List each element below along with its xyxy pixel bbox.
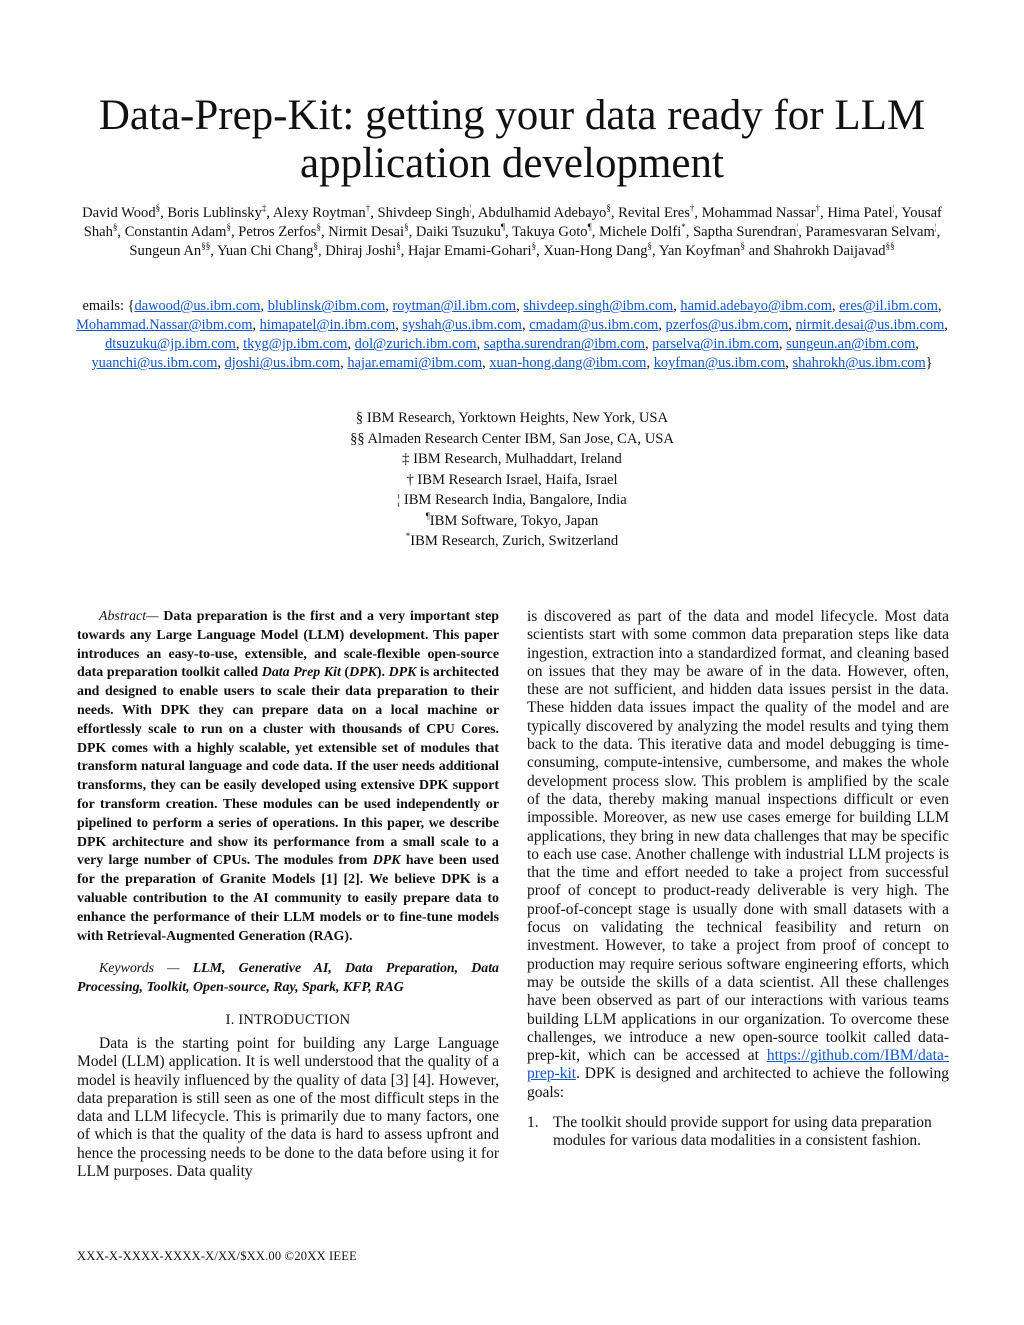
author-name: Abdulhamid Adebayo§ [477, 203, 611, 221]
author-affiliation-mark: † [815, 203, 821, 214]
authors-and: and [744, 243, 774, 259]
email-link[interactable]: dtsuzuku@jp.ibm.com [105, 336, 236, 352]
author-affiliation-mark: * [681, 222, 686, 233]
email-link[interactable]: yuanchi@us.ibm.com [91, 355, 218, 371]
email-link[interactable]: himapatel@in.ibm.com [259, 317, 396, 333]
author-name: Petros Zerfos§ [238, 222, 321, 240]
email-link[interactable]: shahrokh@us.ibm.com [792, 355, 926, 371]
author-affiliation-mark: ¦ [469, 203, 472, 214]
author-name: Yuan Chi Chang§ [216, 241, 318, 259]
right-column [527, 608, 949, 1151]
author-affiliation-mark: §§ [201, 241, 211, 252]
author-affiliation-mark: ¦ [934, 222, 937, 233]
email-link[interactable]: dol@zurich.ibm.com [354, 336, 477, 352]
affiliation-mark: §§ [350, 430, 365, 447]
affiliation-text: IBM Research India, Bangalore, India [400, 492, 627, 508]
author-name: Hajar Emami-Gohari§ [407, 241, 537, 259]
affiliation-line [212, 531, 812, 552]
affiliation-mark: ‡ [402, 451, 410, 467]
author-affiliation-mark: §§ [885, 241, 895, 252]
author-name: Sungeun An§§ [129, 241, 211, 259]
paper-title: Data-Prep-Kit: getting your data ready for LLM application development [98, 92, 926, 187]
author-name: Yan Koyfman§ [658, 241, 745, 259]
affiliation-text: IBM Research Israel, Haifa, Israel [413, 471, 618, 488]
email-link[interactable]: dawood@us.ibm.com [134, 298, 261, 314]
goal-text: The toolkit should provide support for using data preparation modules for various data modalities in a consistent fashion. [553, 1114, 932, 1150]
email-link[interactable]: djoshi@us.ibm.com [224, 355, 341, 371]
email-link[interactable]: hamid.adebayo@ibm.com [680, 298, 832, 314]
author-name: Hima Patel¦ [827, 203, 895, 221]
author-name: Xuan-Hong Dang§ [543, 241, 653, 259]
email-link[interactable]: syshah@us.ibm.com [402, 317, 522, 333]
author-affiliation-mark: § [313, 241, 318, 252]
author-affiliation-mark: ¦ [892, 203, 895, 214]
affiliation-text: IBM Research, Mulhaddart, Ireland [409, 451, 622, 467]
author-name: Takuya Goto¶ [512, 222, 592, 240]
intro-paragraph-right: is discovered as part of the data and model lifecycle. Most data scientists start with some common data preparation steps like data ingestion, extraction into a standardized format, and cleaning based on issues that they may be aware of in the data. However, often, these are not sufficient, and hidden data issues persist in the data. These hidden data issues impact the quality of the model and are typically discovered by analyzing the model results and tying them back to the data. This iterative data and model debugging is time-consuming, compute-intensive, cumbersome, and makes the whole development process slow. This problem is amplified by the scale of the data, thereby making manual inspections difficult or even impossible. Moreover, as new use cases emerge for building LLM applications, they bring in new data challenges that may be specific to each use case. Another challenge with industrial LLM projects is that the time and effort needed to take a project from successful proof of concept to product-ready deliverable is very high. The proof-of-concept stage is usually done with small datasets with a focus on validating the technical feasibility and return on investment. However, to take a project from proof of concept to production may require serious software engineering efforts, which may be outside the skills of a data scientist. All these challenges have been observed as part of our interactions with various teams building LLM applications in our organization. To overcome these challenges, we introduce a new open-source toolkit called data-prep-kit, which can be accessed at https://github.com/IBM/data-prep-kit. DPK is designed and architected to achieve the following goals: [527, 608, 949, 1101]
author-affiliation-mark: † [365, 203, 371, 214]
author-name: Daiki Tsuzuku¶ [415, 222, 505, 240]
affiliation-text: IBM Research, Yorktown Heights, New York, USA [363, 410, 669, 426]
author-name: Paramesvaran Selvam¦ [805, 222, 937, 240]
author-affiliation-mark: § [396, 241, 401, 252]
author-affiliation-mark: † [689, 203, 695, 214]
goal-item [527, 1114, 949, 1151]
affiliation-line [212, 408, 812, 429]
email-link[interactable]: Mohammad.Nassar@ibm.com [76, 317, 253, 333]
abstract: Abstract— Data preparation is the first and a very important step towards any Large Language Model (LLM) development. This paper introduces an easy-to-use, extensible, and scale-flexible open-source data preparation toolkit called Data Prep Kit (DPK). DPK is architected and designed to enable users to scale their data preparation to their needs. With DPK they can prepare data on a local machine or effortlessly scale to run on a cluster with thousands of CPU Cores. DPK comes with a highly scalable, yet extensible set of modules that transform natural language and code data. If the user needs additional transforms, they can be easily developed using extensive DPK support for transform creation. These modules can be used independently or pipelined to perform a series of operations. In this paper, we describe DPK architecture and show its performance from a small scale to a very large number of CPUs. The modules from DPK have been used for the preparation of Granite Models [1] [2]. We believe DPK is a valuable contribution to the AI community to easily prepare data to enhance the performance of their LLM models or to fine-tune models with Retrieval-Augmented Generation (RAG). [77, 609, 499, 944]
email-link[interactable]: sungeun.an@ibm.com [786, 336, 916, 352]
author-affiliation-mark: § [606, 203, 611, 214]
author-name: Mohammad Nassar† [701, 203, 821, 221]
affiliation-mark: ¦ [397, 492, 401, 508]
affiliation-line [212, 490, 812, 511]
author-name: Dhiraj Joshi§ [325, 241, 401, 259]
author-affiliation-mark: ¶ [587, 222, 592, 233]
goal-list [527, 1114, 949, 1151]
author-name: David Wood§ [82, 203, 161, 221]
author-affiliation-mark: § [647, 241, 653, 252]
email-link[interactable]: saptha.surendran@ibm.com [483, 336, 645, 352]
author-name: Shahrokh Daijavad§§ [773, 241, 895, 259]
affiliation-mark: § [355, 410, 364, 426]
author-affiliation-mark: § [740, 241, 745, 252]
author-list: David Wood§, Boris Lublinsky‡, Alexy Roytman†, Shivdeep Singh¦, Abdulhamid Adebayo§, Revital Eres†, Mohammad Nassar†, Hima Patel¦, Yousaf Shah§, Constantin Adam§, Petros Zerfos§, Nirmit Desai§, Daiki Tsuzuku¶, Takuya Goto¶, Michele Dolfi*, Saptha Surendran¦, Paramesvaran Selvam¦, Sungeun An§§, Yuan Chi Chang§, Dhiraj Joshi§, Hajar Emami-Gohari§, Xuan-Hong Dang§, Yan Koyfman§ and Shahrokh Daijavad§§ [82, 203, 942, 259]
email-link[interactable]: xuan-hong.dang@ibm.com [489, 355, 647, 371]
affiliation-line [212, 429, 812, 450]
author-name: Nirmit Desai§ [328, 222, 409, 240]
affiliation-text: IBM Research, Zurich, Switzerland [410, 533, 619, 549]
affiliation-list [212, 408, 812, 552]
author-name: Constantin Adam§ [124, 222, 231, 240]
email-link[interactable]: hajar.emami@ibm.com [347, 355, 483, 371]
affiliation-line [212, 470, 812, 491]
intro-paragraph-left: Data is the starting point for building any Large Language Model (LLM) application. It is well understood that the quality of a model is heavily influenced by the quality of data [3] [4]. However, data preparation is still seen as one of the most difficult steps in the data and LLM lifecycle. This is primarily due to many factors, one of which is that the quality of the data is hard to assess upfront and hence the processing needs to be done to the data before using it for LLM purposes. Data quality [77, 1034, 499, 1181]
affiliation-mark: † [406, 471, 414, 488]
author-affiliation-mark: § [112, 222, 118, 233]
author-name: Saptha Surendran¦ [693, 222, 799, 240]
author-affiliation-mark: § [531, 241, 537, 252]
affiliation-mark: * [405, 531, 411, 542]
left-column [77, 608, 499, 1181]
affiliation-text: IBM Software, Tokyo, Japan [429, 512, 599, 529]
author-affiliation-mark: ‡ [261, 203, 267, 214]
author-affiliation-mark: ¶ [500, 222, 505, 233]
abstract-lead: Abstract— [99, 609, 159, 624]
author-name: Yousaf Shah§ [83, 205, 942, 240]
email-link[interactable]: roytman@il.ibm.com [392, 298, 517, 314]
email-link[interactable]: shivdeep.singh@ibm.com [523, 298, 674, 314]
author-affiliation-mark: § [404, 222, 409, 233]
goal-number: 1. [527, 1114, 539, 1132]
author-affiliation-mark: § [316, 222, 321, 233]
affiliation-line [212, 449, 812, 470]
emails-label: emails: { [82, 298, 135, 314]
keywords: Keywords — LLM, Generative AI, Data Preparation, Data Processing, Toolkit, Open-source, Ray, Spark, KFP, RAG [77, 961, 500, 996]
affiliation-line [212, 511, 812, 532]
email-link[interactable]: blublinsk@ibm.com [267, 298, 386, 314]
author-affiliation-mark: § [155, 203, 161, 214]
email-link[interactable]: tkyg@jp.ibm.com [243, 336, 348, 352]
author-name: Shivdeep Singh¦ [377, 203, 472, 221]
email-link[interactable]: eres@il.ibm.com [839, 298, 938, 314]
email-link[interactable]: cmadam@us.ibm.com [529, 317, 659, 333]
footer-copyright: XXX-X-XXXX-XXXX-X/XX/$XX.00 ©20XX IEEE [77, 1249, 357, 1263]
author-affiliation-mark: ¦ [796, 222, 799, 233]
author-affiliation-mark: § [226, 222, 231, 233]
email-link[interactable]: nirmit.desai@us.ibm.com [795, 317, 945, 333]
section-heading-introduction: I. INTRODUCTION [225, 1011, 351, 1028]
affiliation-text: Almaden Research Center IBM, San Jose, CA, USA [364, 430, 674, 447]
author-name: Michele Dolfi* [598, 222, 686, 240]
repo-link[interactable]: https://github.com/IBM/data-prep-kit [527, 1047, 949, 1083]
author-name: Alexy Roytman† [272, 203, 371, 221]
affiliation-mark: ¶ [425, 510, 430, 521]
author-name: Revital Eres† [618, 203, 695, 221]
email-link[interactable]: parselva@in.ibm.com [652, 336, 779, 352]
author-name: Boris Lublinsky‡ [167, 203, 267, 221]
email-link[interactable]: pzerfos@us.ibm.com [665, 317, 789, 333]
email-list: emails: {dawood@us.ibm.com, blublinsk@ibm.com, roytman@il.ibm.com, shivdeep.singh@ibm.com, hamid.adebayo@ibm.com, eres@il.ibm.com, Mohammad.Nassar@ibm.com, himapatel@in.ibm.com, syshah@us.ibm.com, cmadam@us.ibm.com, pzerfos@us.ibm.com, nirmit.desai@us.ibm.com, dtsuzuku@jp.ibm.com, tkyg@jp.ibm.com, dol@zurich.ibm.com, saptha.surendran@ibm.com, parselva@in.ibm.com, sungeun.an@ibm.com, yuanchi@us.ibm.com, djoshi@us.ibm.com, hajar.emami@ibm.com, xuan-hong.dang@ibm.com, koyfman@us.ibm.com, shahrokh@us.ibm.com} [76, 298, 948, 371]
email-link[interactable]: koyfman@us.ibm.com [653, 355, 786, 371]
